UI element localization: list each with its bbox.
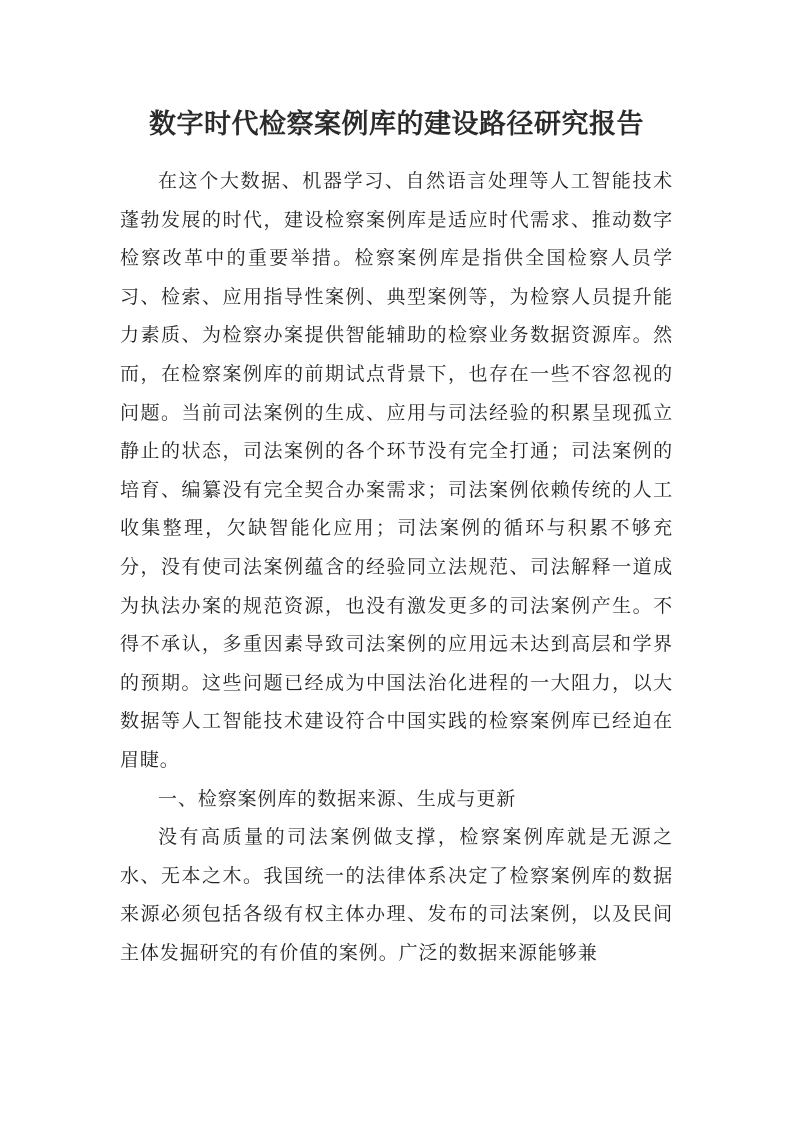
document-title: 数字时代检察案例库的建设路径研究报告 (149, 109, 644, 140)
document-page (120, 103, 673, 972)
section-paragraph: 没有高质量的司法案例做支撑，检察案例库就是无源之水、无本之木。我国统一的法律体系决定了检察案例库的数据来源必须包括各级有权主体办理、发布的司法案例，以及民间主体发掘研究的有价值的案例。广泛的数据来源能够兼 (120, 826, 673, 964)
section-heading: 一、检察案例库的数据来源、生成与更新 (158, 787, 517, 810)
intro-paragraph: 在这个大数据、机器学习、自然语言处理等人工智能技术蓬勃发展的时代，建设检察案例库是适应时代需求、推动数字检察改革中的重要举措。检察案例库是指供全国检察人员学习、检索、应用指导性案例、典型案例等，为检察人员提升能力素质、为检察办案提供智能辅助的检察业务数据资源库。然而，在检察案例库的前期试点背景下，也存在一些不容忽视的问题。当前司法案例的生成、应用与司法经验的积累呈现孤立静止的状态，司法案例的各个环节没有完全打通；司法案例的培育、编纂没有完全契合办案需求；司法案例依赖传统的人工收集整理，欠缺智能化应用；司法案例的循环与积累不够充分，没有使司法案例蕴含的经验同立法规范、司法解释一道成为执法办案的规范资源，也没有激发更多的司法案例产生。不得不承认，多重因素导致司法案例的应用远未达到高层和学界的预期。这些问题已经成为中国法治化进程的一大阻力，以大数据等人工智能技术建设符合中国实践的检察案例库已经迫在眉睫。 (120, 170, 673, 771)
